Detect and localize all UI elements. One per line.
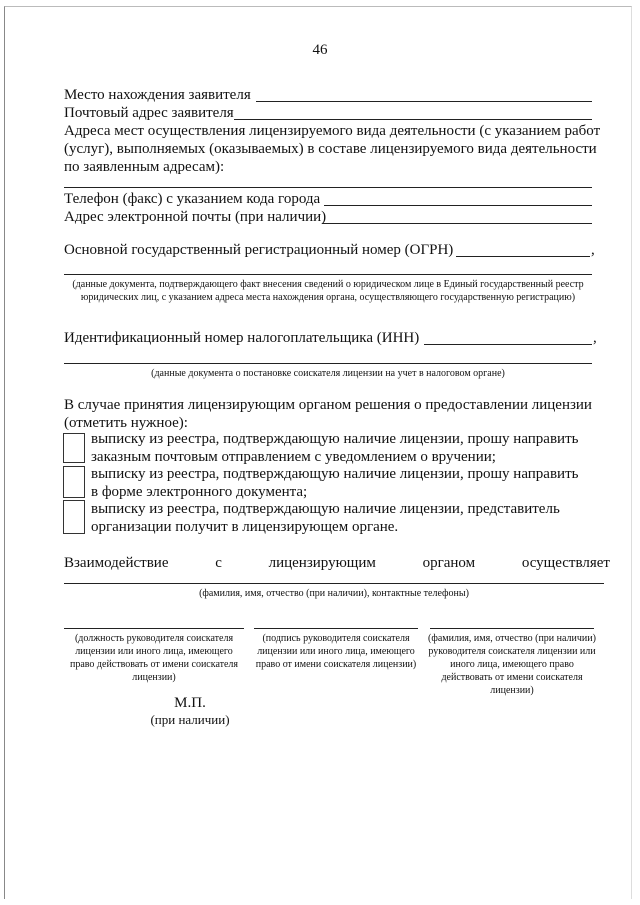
phone-line[interactable]: [324, 205, 592, 206]
inn-comma: ,: [593, 330, 597, 346]
interaction-line: [64, 555, 610, 572]
addresses-line[interactable]: [64, 187, 592, 188]
stamp-note: (при наличии): [150, 712, 230, 727]
interaction-contact-line[interactable]: [64, 583, 604, 584]
option-pickup-line-2: организации получит в лицензирующем органе.: [91, 519, 399, 535]
interaction-note: (фамилия, имя, отчество (при наличии), контактные телефоны): [199, 588, 469, 599]
decision-intro-2: (отметить нужное):: [64, 415, 188, 431]
page-number: 46: [312, 42, 328, 58]
ogrn-note: (данные документа, подтверждающего факт внесения сведений о юридическом лице в Единый государственный реестр юридических лиц, с указанием адреса места нахождения органа, осуществляющего государственную регистрацию): [72, 279, 584, 303]
option-checkbox-electronic[interactable]: [63, 466, 85, 498]
decision-intro-1: В случае принятия лицензирующим органом решения о предоставлении лицензии: [64, 397, 592, 413]
email-line[interactable]: [322, 223, 592, 224]
postal-line[interactable]: [234, 119, 592, 120]
interaction-word-3: лицензирующим: [268, 555, 376, 571]
location-line[interactable]: [256, 101, 592, 102]
fullname-note: (фамилия, имя, отчество (при наличии) руководителя соискателя лицензии или иного лица, имеющего право действовать от имени соискателя лицензии): [428, 633, 596, 696]
inn-label: Идентификационный номер налогоплательщика (ИНН): [64, 330, 420, 346]
ogrn-details-line[interactable]: [64, 274, 592, 275]
fullname-line[interactable]: [430, 628, 594, 629]
inn-note: (данные документа о постановке соискателя лицензии на учет в налоговом органе): [151, 368, 505, 379]
addresses-label-2: (услуг), выполняемых (оказываемых) в составе лицензируемого вида деятельности: [64, 141, 597, 157]
stamp-label: М.П.: [174, 695, 206, 711]
option-mail-line-2: заказным почтовым отправлением с уведомлением о вручении;: [91, 449, 496, 465]
position-note: (должность руководителя соискателя лицензии или иного лица, имеющего право действовать от имени соискателя лицензии): [69, 633, 239, 683]
interaction-word-1: Взаимодействие: [64, 555, 169, 571]
option-electronic-line-1: выписку из реестра, подтверждающую наличие лицензии, прошу направить: [91, 466, 579, 482]
email-label: Адрес электронной почты (при наличии): [64, 209, 327, 225]
location-label: Место нахождения заявителя: [64, 87, 251, 103]
signature-line[interactable]: [254, 628, 418, 629]
position-line[interactable]: [64, 628, 244, 629]
interaction-word-2: с: [215, 555, 222, 571]
phone-label: Телефон (факс) с указанием кода города: [64, 191, 321, 207]
addresses-label-1: Адреса мест осуществления лицензируемого вида деятельности (с указанием работ: [64, 123, 601, 139]
ogrn-comma: ,: [591, 242, 595, 258]
option-electronic-line-2: в форме электронного документа;: [91, 484, 308, 500]
interaction-word-4: органом: [422, 555, 476, 571]
option-checkbox-pickup[interactable]: [63, 500, 85, 534]
inn-line[interactable]: [424, 344, 592, 345]
inn-details-line[interactable]: [64, 363, 592, 364]
ogrn-label: Основной государственный регистрационный номер (ОГРН): [64, 242, 454, 258]
signature-note: (подпись руководителя соискателя лицензии или иного лица, имеющего право от имени соискателя лицензии): [255, 633, 417, 670]
interaction-word-5: осуществляет: [521, 555, 610, 571]
option-mail-line-1: выписку из реестра, подтверждающую наличие лицензии, прошу направить: [91, 431, 579, 447]
addresses-label-3: по заявленным адресам):: [64, 159, 225, 175]
option-pickup-line-1: выписку из реестра, подтверждающую наличие лицензии, представитель: [91, 501, 560, 517]
ogrn-line[interactable]: [456, 256, 590, 257]
option-checkbox-mail[interactable]: [63, 433, 85, 463]
postal-label: Почтовый адрес заявителя: [64, 105, 234, 121]
